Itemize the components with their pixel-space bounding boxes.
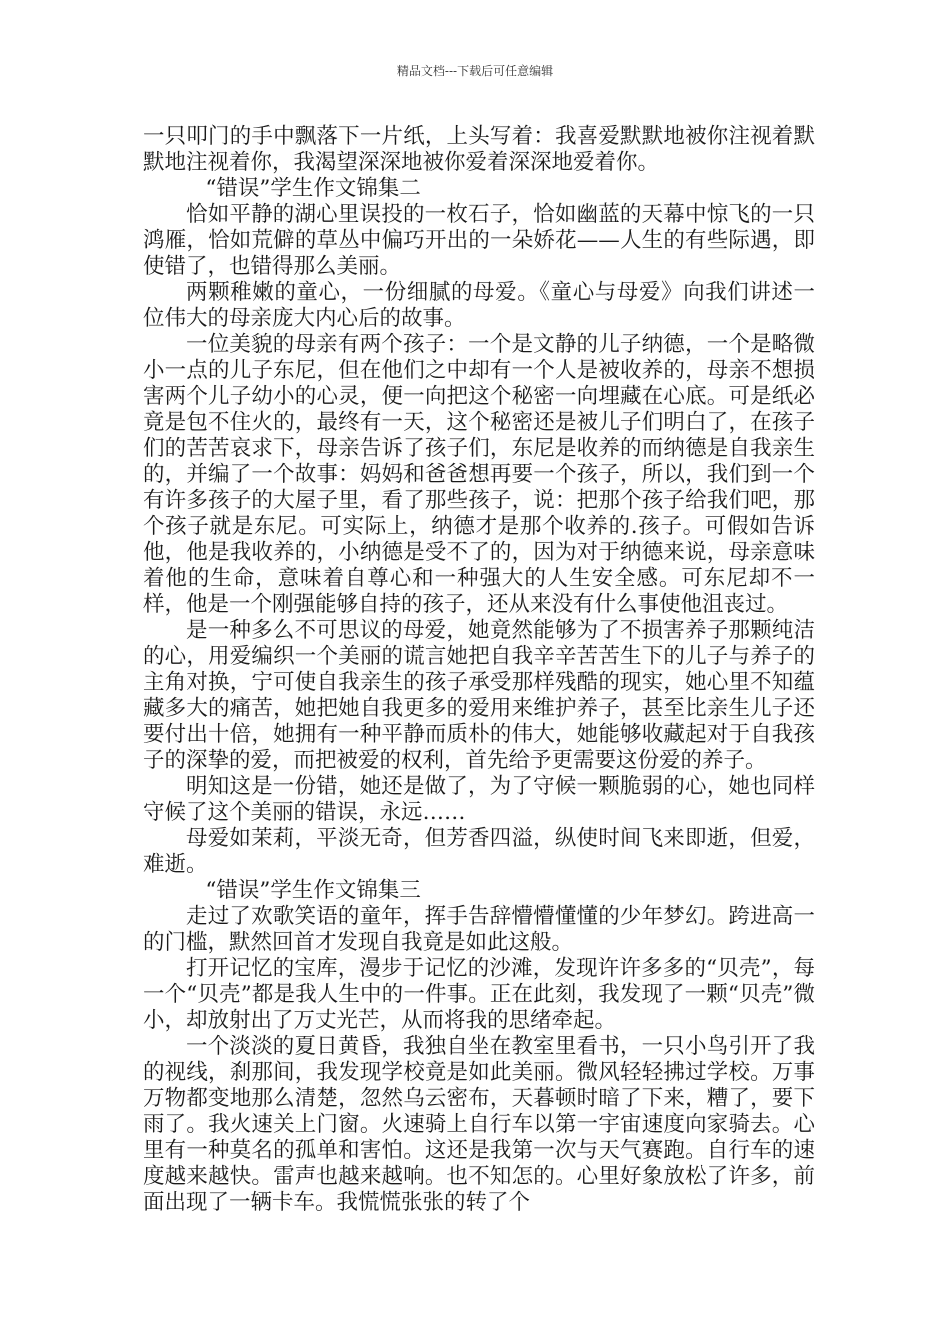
paragraph: 明知这是一份错，她还是做了，为了守候一颗脆弱的心，她也同样守候了这个美丽的错误，永远…… [143,774,815,825]
paragraph: 母爱如茉莉，平淡无奇，但芳香四溢，纵使时间飞来即逝，但爱，难逝。 [143,826,815,877]
paragraph: 是一种多么不可思议的母爱，她竟然能够为了不损害养子那颗纯洁的心，用爱编织一个美丽的谎言她把自我辛辛苦苦生下的儿子与养子的主角对换，宁可使自我亲生的孩子承受那样残酷的现实，她心里不知蕴藏多大的痛苦，她把她自我更多的爱用来维护养子，甚至比亲生儿子还要付出十倍，她拥有一种平静而质朴的伟大，她能够收藏起对于自我孩子的深挚的爱，而把被爱的权利，首先给予更需要这份爱的养子。 [143,618,815,773]
paragraph: 两颗稚嫩的童心，一份细腻的母爱。《童心与母爱》向我们讲述一位伟大的母亲庞大内心后的故事。 [143,280,815,331]
paragraph: 打开记忆的宝库，漫步于记忆的沙滩，发现许许多多的“贝壳”，每一个“贝壳”都是我人生中的一件事。正在此刻，我发现了一颗“贝壳”微小，却放射出了万丈光芒，从而将我的思绪牵起。 [143,956,815,1033]
section-heading: “错误”学生作文锦集三 [205,878,421,903]
paragraph: 走过了欢歌笑语的童年，挥手告辞懵懵懂懂的少年梦幻。跨进高一的门槛，默然回首才发现自我竟是如此这般。 [143,904,815,955]
document-body [143,124,815,1216]
paragraph: 一个淡淡的夏日黄昏，我独自坐在教室里看书，一只小鸟引开了我的视线，刹那间，我发现学校竟是如此美丽。微风轻轻拂过学校。万事万物都变地那么清楚，忽然乌云密布，天暮顿时暗了下来，糟了，要下雨了。我火速关上门窗。火速骑上自行车以第一宇宙速度向家骑去。心里有一种莫名的孤单和害怕。这还是我第一次与天气赛跑。自行车的速度越来越快。雷声也越来越响。也不知怎的。心里好象放松了许多，前面出现了一辆卡车。我慌慌张张的转了个 [143,1034,815,1215]
paragraph: 恰如平静的湖心里误投的一枚石子，恰如幽蓝的天幕中惊飞的一只鸿雁，恰如荒僻的草丛中偏巧开出的一朵娇花——人生的有些际遇，即使错了，也错得那么美丽。 [143,202,815,279]
section-heading: “错误”学生作文锦集二 [205,176,421,201]
paragraph: 一位美貌的母亲有两个孩子：一个是文静的儿子纳德，一个是略微小一点的儿子东尼，但在他们之中却有一个人是被收养的，母亲不想损害两个儿子幼小的心灵，便一向把这个秘密一向埋藏在心底。可是纸必竟是包不住火的，最终有一天，这个秘密还是被儿子们明白了，在孩子们的苦苦哀求下，母亲告诉了孩子们，东尼是收养的而纳德是自我亲生的，并编了一个故事：妈妈和爸爸想再要一个孩子，所以，我们到一个有许多孩子的大屋子里，看了那些孩子，说：把那个孩子给我们吧，那个孩子就是东尼。可实际上，纳德才是那个收养的.孩子。可假如告诉他，他是我收养的，小纳德是受不了的，因为对于纳德来说，母亲意味着他的生命，意味着自尊心和一种强大的人生安全感。可东尼却不一样，他是一个刚强能够自持的孩子，还从来没有什么事使他沮丧过。 [143,332,815,617]
paragraph: 一只叩门的手中飘落下一片纸，上头写着：我喜爱默默地被你注视着默默地注视着你，我渴望深深地被你爱着深深地爱着你。 [143,124,815,175]
page-header: 精品文档---下载后可任意编辑 [396,64,554,78]
